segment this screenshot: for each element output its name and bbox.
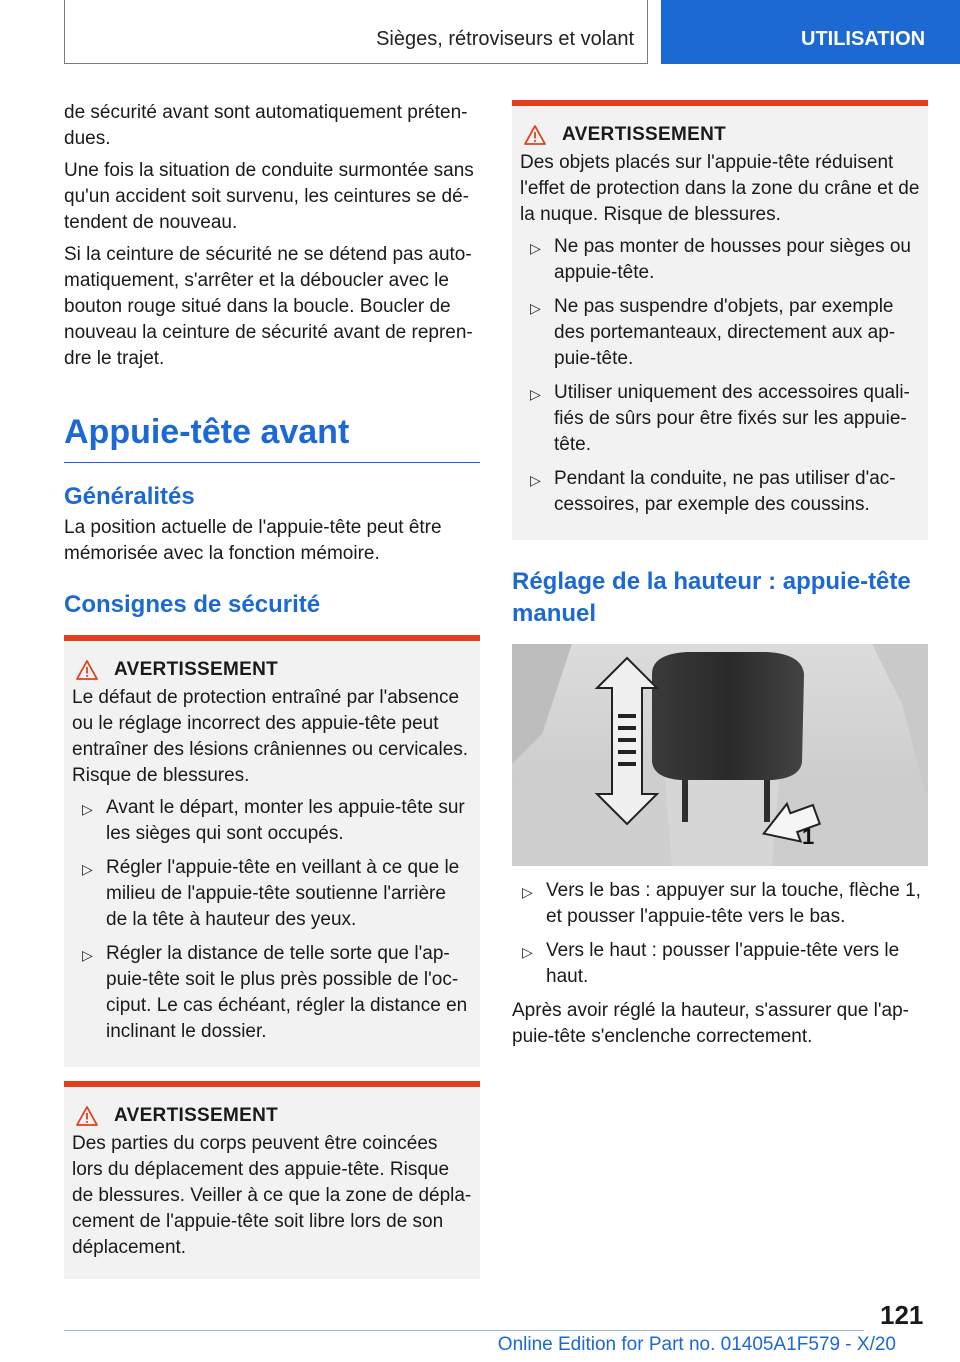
list-item: ▷ Ne pas monter de housses pour sièges ou appuie-tête. xyxy=(530,236,911,283)
safety-heading: Consignes de sécurité xyxy=(64,591,321,618)
bullet-triangle-icon: ▷ xyxy=(530,240,541,256)
left-column xyxy=(64,100,480,1293)
warning-box xyxy=(64,1081,480,1279)
list-item: ▷ Vers le haut : pousser l'appuie-tête vers le haut. xyxy=(522,940,900,987)
footer-divider xyxy=(64,1330,864,1331)
footer-edition-text: Online Edition for Part no. 01405A1F579 - X/20 xyxy=(497,1334,896,1355)
bullet-triangle-icon: ▷ xyxy=(530,472,541,488)
warning-triangle-icon xyxy=(524,125,546,145)
bullet-triangle-icon: ▷ xyxy=(82,861,93,877)
general-heading: Généralités xyxy=(64,483,195,510)
warning-triangle-icon xyxy=(76,1106,98,1126)
section-heading: Appuie-tête avant xyxy=(64,410,480,463)
intro-paragraph: Une fois la situation de conduite surmontée sans qu'un accident soit survenu, les ceintures se dé-tendent de nouveau. xyxy=(64,160,474,233)
warning-text: Des parties du corps peuvent être coincées lors du déplacement des appuie-tête. Risque de blessures. Veiller à ce que la zone de dépla-cement de l'appuie-tête soit libre lors de son déplacement. xyxy=(72,1133,472,1258)
right-column xyxy=(512,100,928,1056)
headrest-illustration xyxy=(512,644,928,866)
general-text: La position actuelle de l'appuie-tête peut être mémorisée avec la fonction mémoire. xyxy=(64,517,442,564)
warning-list xyxy=(72,795,472,1045)
warning-title: AVERTISSEMENT xyxy=(114,659,279,680)
list-item: ▷ Pendant la conduite, ne pas utiliser d'ac-cessoires, par exemple des coussins. xyxy=(530,468,896,515)
list-item: ▷ Régler la distance de telle sorte que l'ap-puie-tête soit le plus près possible de l'oc-ciput. Le cas échéant, régler la distance en inclinant le dossier. xyxy=(82,943,468,1042)
bullet-triangle-icon: ▷ xyxy=(522,944,533,960)
warning-text: Le défaut de protection entraîné par l'absence ou le réglage incorrect des appuie-tête peut entraîner des lésions crâniennes ou cervicales. Risque de blessures. xyxy=(72,687,469,786)
header-section-title: Sièges, rétroviseurs et volant xyxy=(376,28,634,50)
list-item: ▷ Utiliser uniquement des accessoires quali-fiés de sûrs pour être fixés sur les appuie-tête. xyxy=(530,382,910,455)
warning-title: AVERTISSEMENT xyxy=(562,124,727,145)
list-item: ▷ Ne pas suspendre d'objets, par exemple des portemanteaux, directement aux ap-puie-tête. xyxy=(530,296,896,369)
list-item: ▷ Avant le départ, monter les appuie-tête sur les sièges qui sont occupés. xyxy=(82,797,465,844)
height-list xyxy=(512,878,928,990)
bullet-triangle-icon: ▷ xyxy=(82,947,93,963)
after-adjust-text: Après avoir réglé la hauteur, s'assurer que l'ap-puie-tête s'enclenche correctement. xyxy=(512,1000,909,1047)
height-adjust-heading: Réglage de la hauteur : appuie-tête manuel xyxy=(512,568,911,627)
list-item: ▷ Régler l'appuie-tête en veillant à ce que le milieu de l'appuie-tête soutienne l'arrière de la tête à hauteur des yeux. xyxy=(82,857,460,930)
figure-callout-label: 1 xyxy=(802,824,815,849)
bullet-triangle-icon: ▷ xyxy=(522,884,533,900)
warning-box xyxy=(512,100,928,540)
warning-title: AVERTISSEMENT xyxy=(114,1105,279,1126)
list-item: ▷ Vers le bas : appuyer sur la touche, flèche 1, et pousser l'appuie-tête vers le bas. xyxy=(522,880,921,927)
intro-paragraph: de sécurité avant sont automatiquement préten-dues. xyxy=(64,102,468,149)
intro-paragraph: Si la ceinture de sécurité ne se détend pas auto-matiquement, s'arrêter et la déboucler avec le bouton rouge situé dans la boucle. Boucler de nouveau la ceinture de sécurité avant de repren-dre le trajet. xyxy=(64,244,473,369)
bullet-triangle-icon: ▷ xyxy=(82,801,93,817)
warning-triangle-icon xyxy=(76,660,98,680)
page-number: 121 xyxy=(880,1300,924,1330)
warning-list xyxy=(520,234,920,518)
warning-text: Des objets placés sur l'appuie-tête réduisent l'effet de protection dans la zone du crâne et de la nuque. Risque de blessures. xyxy=(520,152,920,225)
warning-box xyxy=(64,635,480,1067)
header-chapter-tab[interactable]: UTILISATION xyxy=(661,0,960,64)
bullet-triangle-icon: ▷ xyxy=(530,300,541,316)
bullet-triangle-icon: ▷ xyxy=(530,386,541,402)
